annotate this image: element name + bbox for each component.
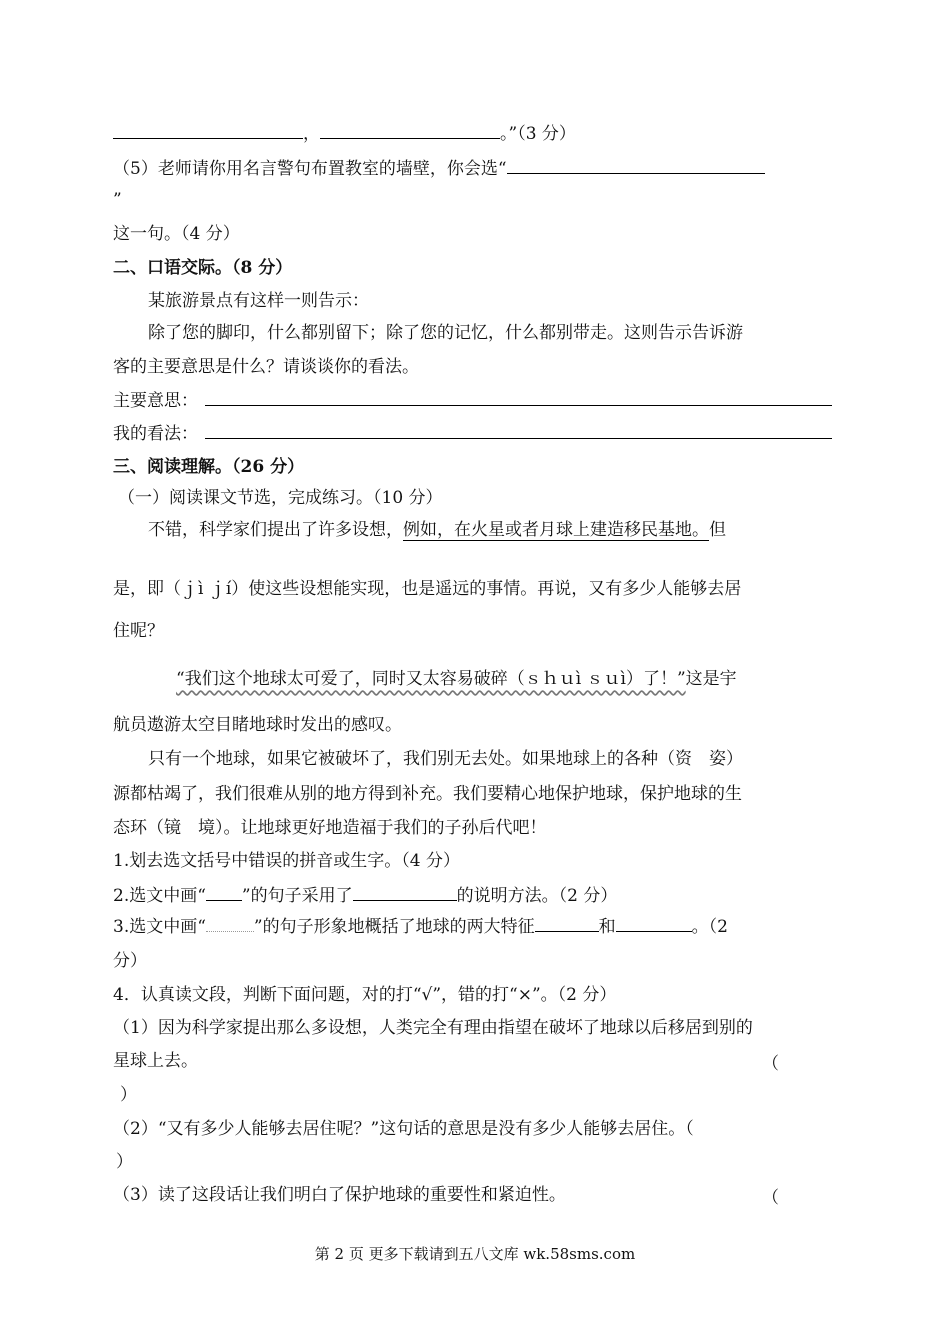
answer-paren-open[interactable]: （ [762,1054,779,1074]
line-sample [206,883,242,901]
question-2: 2.选文中画“ ”的句子采用了 的说明方法。（2 分） [113,883,832,908]
judge-2: （2）“又有多少人能够去居住呢？”这句话的意思是没有多少人能够去居住。（ [113,1119,694,1139]
section2-p1: 某旅游景点有这样一则告示： [148,291,369,311]
answer-blank[interactable] [353,883,457,901]
reading-para1-line3: 住呢？ [113,621,164,641]
judge-1-line2: 星球上去。 [113,1051,198,1071]
answer-blank[interactable] [113,121,303,139]
answer-blank[interactable] [320,121,500,139]
wavy-sample [206,914,254,932]
section2-p2a: 除了您的脚印，什么都别留下；除了您的记忆，什么都别带走。这则告示告诉游 [148,323,743,343]
question-1: 1.划去选文括号中错误的拼音或生字。（4 分） [113,851,460,871]
q5-close-quote: ” [113,190,122,210]
reading-para2-line2: 航员遨游太空目睹地球时发出的感叹。 [113,715,402,735]
question-4: 4．认真读文段，判断下面问题，对的打“√”，错的打“×”。（2 分） [113,985,617,1005]
page-footer: 第 2 页 更多下载请到五八文库 wk.58sms.com [314,1245,636,1263]
judge-1-line1: （1）因为科学家提出那么多设想，人类完全有理由指望在破坏了地球以后移居到别的 [113,1018,753,1038]
answer-line-meaning[interactable] [205,405,832,406]
judge-3: （3）读了这段话让我们明白了保护地球的重要性和紧迫性。 [113,1185,566,1205]
reading-para3-line1: 只有一个地球，如果它被破坏了，我们别无去处。如果地球上的各种（资 姿） [148,749,743,769]
answer-paren-open[interactable]: （ [762,1188,779,1208]
answer-blank[interactable] [616,914,692,932]
section2-title: 二、口语交际。（8 分） [113,258,293,278]
question-3-end: 分） [113,951,147,971]
question-3: 3.选文中画“ ”的句子形象地概括了地球的两大特征 和 。（2 [113,914,832,939]
answer-paren-close[interactable]: ） [120,1085,137,1105]
section2-p2b: 客的主要意思是什么？请谈谈你的看法。 [113,357,419,377]
answer-paren-close[interactable]: ） [116,1152,133,1172]
fill-line-q4: ， 。”（3 分） [113,121,832,146]
label-opinion: 我的看法： [113,424,198,444]
reading-para1: 不错，科学家们提出了许多设想，例如，在火星或者月球上建造移民基地。但 [148,520,726,540]
q5-end: 这一句。（4 分） [113,224,240,244]
label-meaning: 主要意思： [113,391,198,411]
reading-para3-line2: 源都枯竭了，我们很难从别的地方得到补充。我们要精心地保护地球，保护地球的生 [113,784,742,804]
answer-line-opinion[interactable] [205,438,832,439]
question-5: （5）老师请你用名言警句布置教室的墙壁，你会选“ [113,156,832,181]
answer-blank[interactable] [507,156,765,174]
section3-title: 三、阅读理解。（26 分） [113,457,305,477]
reading-para1-line2: 是，即（ｊì ｊí）使这些设想能实现，也是遥远的事情。再说，又有多少人能够去居 [113,579,742,599]
answer-blank[interactable] [535,914,599,932]
reading-para3-line3: 态环（镜 境）。让地球更好地造福于我们的子孙后代吧！ [113,818,547,838]
section3-sub1: （一）阅读课文节选，完成练习。（10 分） [118,488,443,508]
reading-para2: “我们这个地球太可爱了，同时又太容易破碎（ｓｈｕì ｓｕì）了！”这是宇 [176,669,737,689]
